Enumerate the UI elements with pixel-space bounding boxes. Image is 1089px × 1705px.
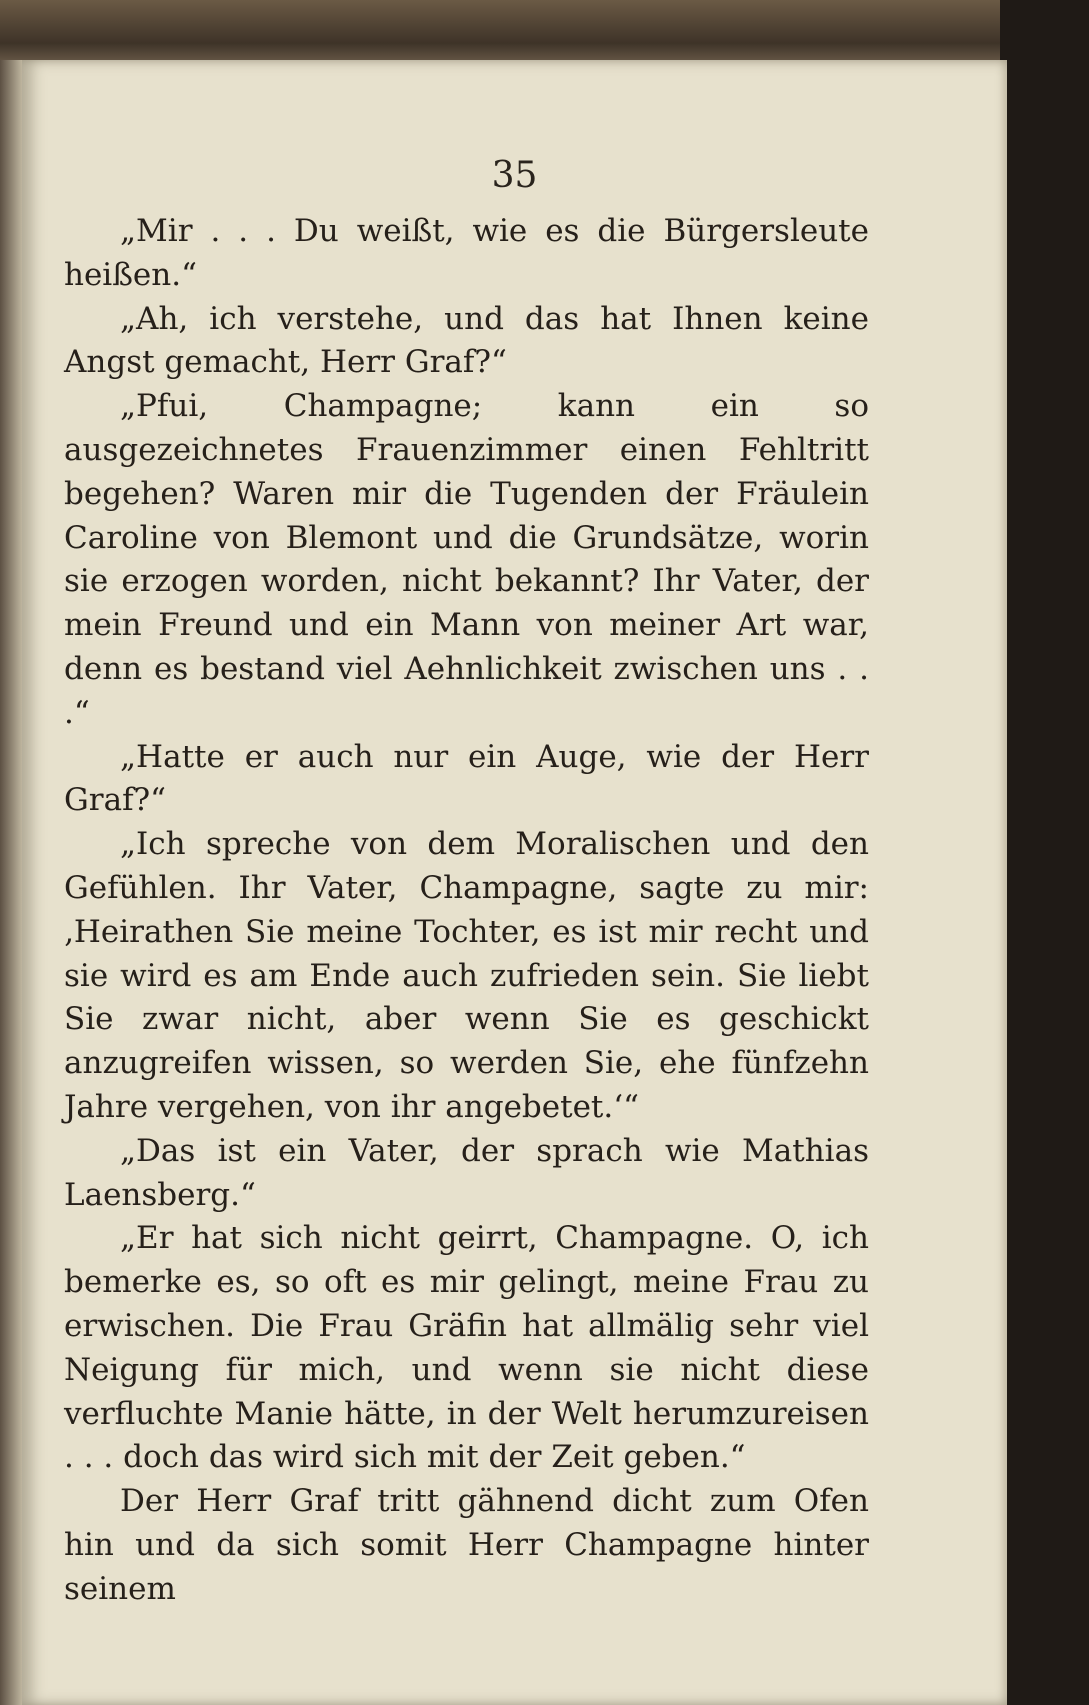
paragraph: „Pfui, Champagne; kann ein so ausgezeichnetes Frauenzimmer einen Fehltritt begehen? Waren mir die Tugenden der Fräulein Caroline von Blemont und die Grundsätze, worin sie erzogen worden, nicht bekannt? Ihr Vater, der mein Freund und ein Mann von meiner Art war, denn es bestand viel Aehnlichkeit zwischen uns . . .“ <box>64 388 869 731</box>
facing-page-edge <box>0 60 24 1705</box>
paragraph: „Ich spreche von dem Moralischen und den Gefühlen. Ihr Vater, Champagne, sagte zu mir: ‚Heirathen Sie meine Tochter, es ist mir recht und sie wird es am Ende auch zufrieden sein. Sie liebt Sie zwar nicht, aber wenn Sie es geschickt anzugreifen wissen, so werden Sie, ehe fünfzehn Jahre vergehen, von ihr angebetet.‘“ <box>64 826 869 1125</box>
book-page <box>22 60 1007 1705</box>
paragraph: „Hatte er auch nur ein Auge, wie der Herr Graf?“ <box>64 738 869 819</box>
paragraph: „Er hat sich nicht geirrt, Champagne. O, ich bemerke es, so oft es mir gelingt, meine Frau zu erwischen. Die Frau Gräfin hat allmälig sehr viel Neigung für mich, und wenn sie nicht diese verfluchte Manie hätte, in der Welt herumzureisen . . . doch das wird sich mit der Zeit geben.“ <box>64 1220 869 1476</box>
paragraph: „Ah, ich verstehe, und das hat Ihnen keine Angst gemacht, Herr Graf?“ <box>64 300 869 381</box>
page-number: 35 <box>491 155 538 196</box>
paragraph: „Das ist ein Vater, der sprach wie Mathias Laensberg.“ <box>64 1132 869 1213</box>
paragraph: Der Herr Graf tritt gähnend dicht zum Ofen hin und da sich somit Herr Champagne hinter seinem <box>64 1483 869 1607</box>
page-text <box>64 210 869 1612</box>
paragraph: „Mir . . . Du weißt, wie es die Bürgersleute heißen.“ <box>64 213 869 293</box>
